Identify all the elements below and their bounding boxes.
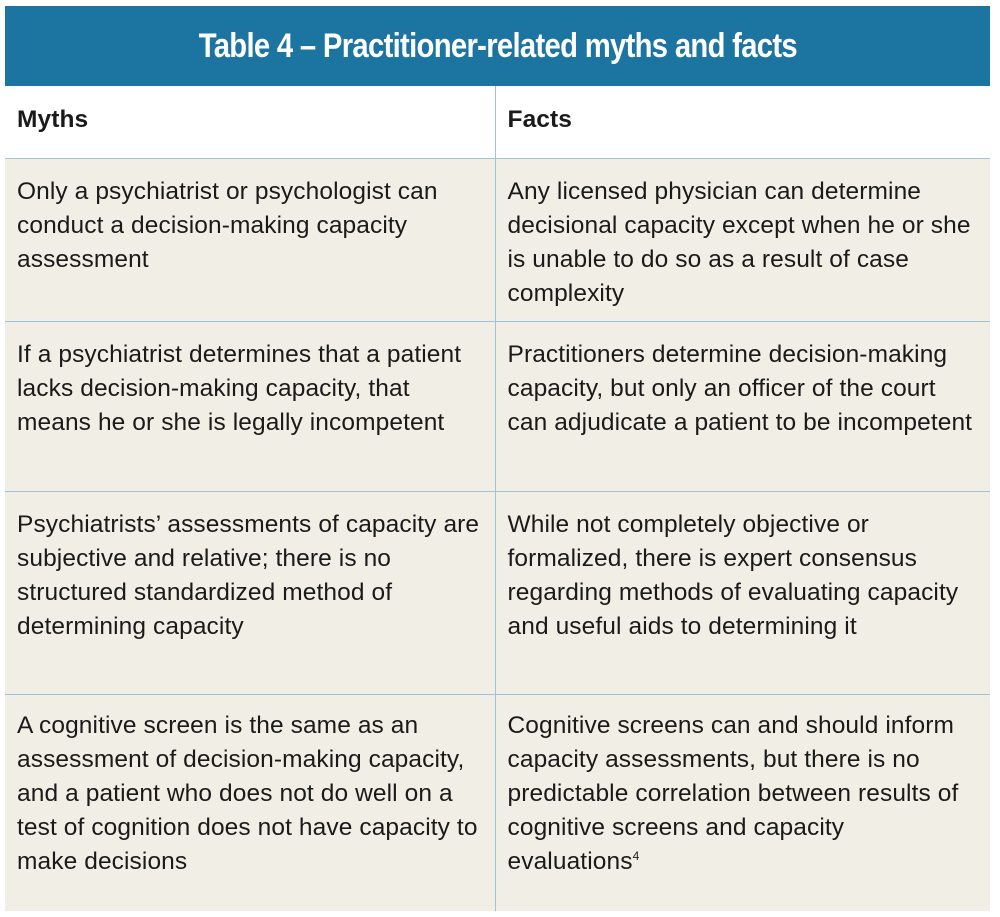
myths-facts-grid bbox=[5, 86, 990, 911]
fact-cell: While not completely objective or formalized, there is expert consensus regarding methods of evaluating capacity and useful aids to determining it bbox=[495, 491, 990, 694]
table-row bbox=[5, 694, 990, 911]
table-row bbox=[5, 321, 990, 491]
myth-cell: A cognitive screen is the same as an assessment of decision-making capacity, and a patient who does not do well on a test of cognition does not have capacity to make decisions bbox=[5, 694, 495, 911]
table-row bbox=[5, 158, 990, 321]
fact-text: Cognitive screens can and should inform capacity assessments, but there is no predictable correlation between results of cognitive screens and capacity evaluations bbox=[507, 711, 959, 875]
header-row bbox=[5, 86, 990, 158]
table-title-bar bbox=[5, 6, 990, 86]
reference-superscript: 4 bbox=[632, 848, 640, 863]
table-row bbox=[5, 491, 990, 694]
header-myths: Myths bbox=[5, 86, 495, 158]
fact-cell: Practitioners determine decision-making capacity, but only an officer of the court can adjudicate a patient to be incompetent bbox=[495, 321, 990, 491]
myths-facts-table bbox=[5, 6, 990, 911]
myth-cell: Only a psychiatrist or psychologist can conduct a decision-making capacity assessment bbox=[5, 158, 495, 321]
fact-cell: Any licensed physician can determine decisional capacity except when he or she is unable to do so as a result of case complexity bbox=[495, 158, 990, 321]
table-title: Table 4 – Practitioner-related myths and facts bbox=[198, 26, 797, 65]
myth-cell: If a psychiatrist determines that a patient lacks decision-making capacity, that means he or she is legally incompetent bbox=[5, 321, 495, 491]
fact-cell bbox=[495, 694, 990, 911]
header-facts: Facts bbox=[495, 86, 990, 158]
myth-cell: Psychiatrists’ assessments of capacity are subjective and relative; there is no structured standardized method of determining capacity bbox=[5, 491, 495, 694]
